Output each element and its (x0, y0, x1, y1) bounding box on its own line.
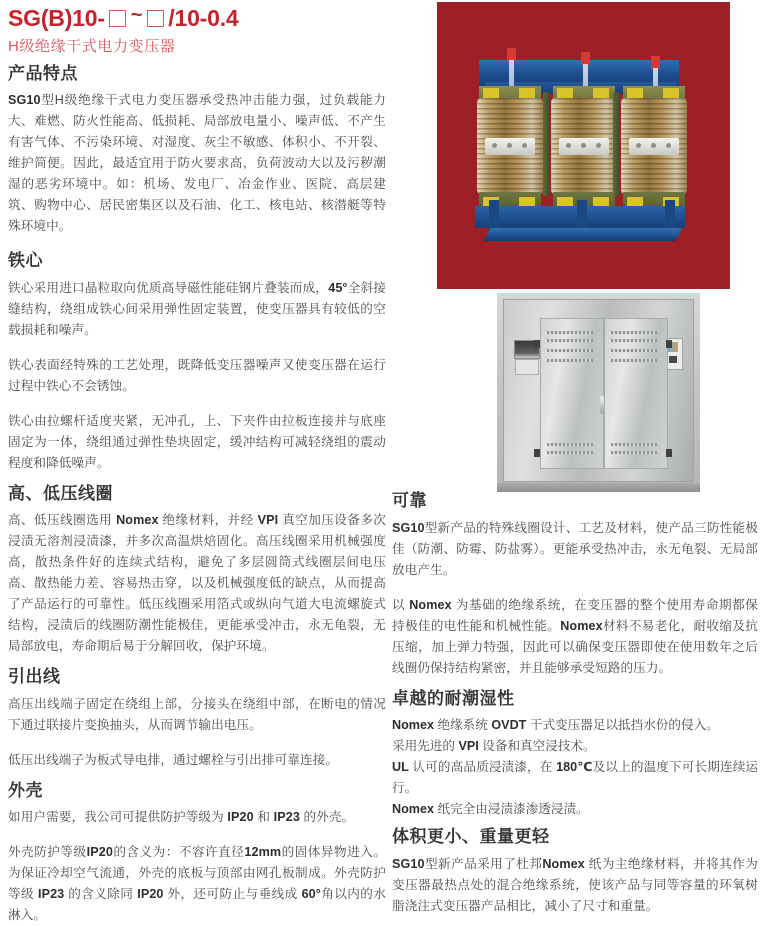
vent-louver (611, 443, 657, 446)
compact-lightweight-paragraph: SG10型新产品采用了杜邦Nomex 纸为主绝缘材料，并将其作为变压器最热点处的混合绝缘系统，使该产品与同等容量的环氧树脂浇注式变压器产品相比，减小了尺寸和重量。 (392, 856, 758, 913)
door-hinge-icon (666, 340, 672, 348)
core-paragraph-2: 铁心表面经特殊的工艺处理，既降低变压器噪声又使变压器在运行过程中铁心不会锈蚀。 (8, 357, 386, 393)
vent-louver (547, 359, 593, 362)
vent-louver (611, 339, 657, 342)
product-title-prefix: SG(B)10- (8, 4, 105, 31)
vent-louver (611, 349, 657, 352)
list-item: 采用先进的 VPI 设备和真空浸技术。 (392, 739, 596, 754)
door-hinge-icon (666, 449, 672, 457)
placeholder-box-second (147, 10, 164, 27)
vent-louver (611, 451, 657, 454)
section-heading-reliability: 可靠 (392, 491, 427, 510)
cabinet-door-right[interactable] (604, 318, 668, 469)
enclosure-paragraph-2: 外壳防护等级IP20的含义为：不容许直径12mm的固体异物进入。为保证冷却空气流通，外壳的底板与顶部由网孔板制成。外壳防护等级 IP23 的含义除同 IP20 外，还可防止与垂线成 60°角以内的水淋入。 (8, 845, 387, 923)
list-item: UL 认可的高品质浸渍漆，在 180℃及以上的温度下可长期连续运行。 (392, 760, 759, 796)
placeholder-box-first (109, 10, 126, 27)
door-hinge-icon (534, 449, 540, 457)
core-paragraph-1: 铁心采用进口晶粒取向优质高导磁性能硅钢片叠装而成，45°全斜接缝结构，绕组成铁心间采用弹性固定装置，使变压器具有较低的空载损耗和噪声。 (8, 280, 387, 337)
vent-louver (547, 451, 593, 454)
plate-bolt (651, 143, 656, 148)
vent-louver (611, 359, 657, 362)
plate-bolt (596, 143, 601, 148)
section-heading-windings: 高、低压线圈 (8, 483, 113, 503)
leads-paragraph-2: 低压出线端子为板式导电排，通过螺栓与引出排可靠连接。 (8, 752, 339, 767)
moisture-resistance-list (392, 715, 758, 820)
transformer-photo (437, 2, 730, 289)
coil-assembly-2 (551, 86, 617, 210)
plate-bolt (522, 143, 527, 148)
terminal-plate-3 (629, 138, 679, 155)
plate-bolt (566, 143, 571, 148)
transformer-skid-right (576, 228, 682, 241)
vent-louver (547, 349, 593, 352)
cabinet-rating-plate (515, 359, 539, 375)
list-item: Nomex 纸完全由浸渍漆渗透浸渍。 (392, 802, 589, 817)
section-heading-compact-lightweight: 体积更小、重量更轻 (392, 827, 550, 847)
section-heading-enclosure: 外壳 (8, 780, 43, 800)
right-column (392, 484, 758, 917)
door-hinge-icon (534, 340, 540, 348)
product-subtitle: H级绝缘干式电力变压器 (8, 38, 176, 55)
enclosure-photo (497, 293, 700, 492)
cabinet-body (503, 299, 694, 482)
reliability-paragraph-2: 以 Nomex 为基础的绝缘系统，在变压器的整个使用寿命期都保持极佳的电性能和机械性能。Nomex材料不易老化，耐收缩及抗压缩，加上弹力特强，因此可以确保变压器即使在使用数年之后线圈仍保持结构紧密，并且能够承受短路的压力。 (392, 597, 758, 675)
list-item: Nomex 绝缘系统 OVDT 干式变压器足以抵挡水份的侵入。 (392, 718, 719, 733)
features-paragraph: SG10型H级绝缘干式电力变压器承受热冲击能力强，过负载能力大、难燃、防火性能高、低损耗、局部放电量小、噪声低、不产生有害气体、不污染环境、对湿度、灰尘不敏感、体积小、不开裂、维护简便。因此，最适宜用于防火要求高，负荷波动大以及污秽潮湿的恶劣环境中。如：机场、发电厂、冶金作业、医院、高层建筑、购物中心、居民密集区以及石油、化工、核电站、核潜艇等特殊环境中。 (8, 93, 386, 234)
plate-bolt (666, 143, 671, 148)
coil-assembly-1 (477, 86, 543, 210)
product-title-suffix: /10-0.4 (168, 4, 239, 31)
left-column (8, 4, 386, 926)
coil-assembly-3 (621, 86, 687, 210)
vent-louver (547, 443, 593, 446)
plate-bolt (507, 143, 512, 148)
section-heading-leads: 引出线 (8, 667, 61, 687)
section-heading-core: 铁心 (8, 251, 43, 271)
cabinet-door-handle[interactable] (600, 396, 604, 414)
plate-bolt (492, 143, 497, 148)
leads-paragraph-1: 高压出线端子固定在绕组上部，分接头在绕组中部，在断电的情况下通过联接片变换抽头，从而调节输出电压。 (8, 696, 386, 732)
plate-bolt (636, 143, 641, 148)
vent-louver (547, 339, 593, 342)
enclosure-paragraph-1: 如用户需要，我公司可提供防护等级为 IP20 和 IP23 的外壳。 (8, 810, 355, 825)
section-heading-features: 产品特点 (8, 63, 78, 83)
cabinet-door-left[interactable] (540, 318, 604, 469)
windings-paragraph: 高、低压线圈选用 Nomex 绝缘材料，并经 VPI 真空加压设备多次浸渍无溶剂浸渍漆，并多次高温烘焙固化。高压线圈采用机械强度高，散热条件好的连续式结构，避免了多层圆筒式线圈层间电压高、散热能力差、容易热击穿，以及机械强度低的缺点，从而提高了产品运行的可靠性。低压线圈采用箔式或纵向气道大电流螺旋式结构，浸渍后的线圈防潮性能极佳，更能承受冲击，永无龟裂，无局部放电，寿命期后易于分解回收，保护环境。 (8, 513, 387, 654)
vent-louver (611, 331, 657, 334)
vent-louver (547, 331, 593, 334)
core-paragraph-3: 铁心由拉螺杆适度夹紧，无冲孔，上、下夹件由拉板连接并与底座固定为一体，绕组通过弹性垫块固定，缓冲结构可减轻绕组的震动程度和降低噪声。 (8, 413, 386, 470)
core-post-1 (543, 84, 551, 204)
range-tilde: ~ (130, 4, 143, 26)
transformer-illustration (459, 30, 711, 268)
terminal-plate-2 (559, 138, 609, 155)
core-post-2 (613, 84, 621, 204)
core-post-body (613, 92, 620, 196)
plate-bolt (581, 143, 586, 148)
terminal-plate-1 (485, 138, 535, 155)
reliability-paragraph-1: SG10型新产品的特殊线圈设计、工艺及材料，使产品三防性能极佳（防潮、防霉、防盐雾）。更能承受热冲击，永无龟裂、无局部放电产生。 (392, 520, 758, 577)
product-title (8, 4, 386, 32)
core-post-body (543, 92, 550, 196)
transformer-skid-left (484, 228, 586, 241)
section-heading-moisture-resistance: 卓越的耐潮湿性 (392, 688, 515, 708)
panel-button-icon (669, 356, 677, 363)
